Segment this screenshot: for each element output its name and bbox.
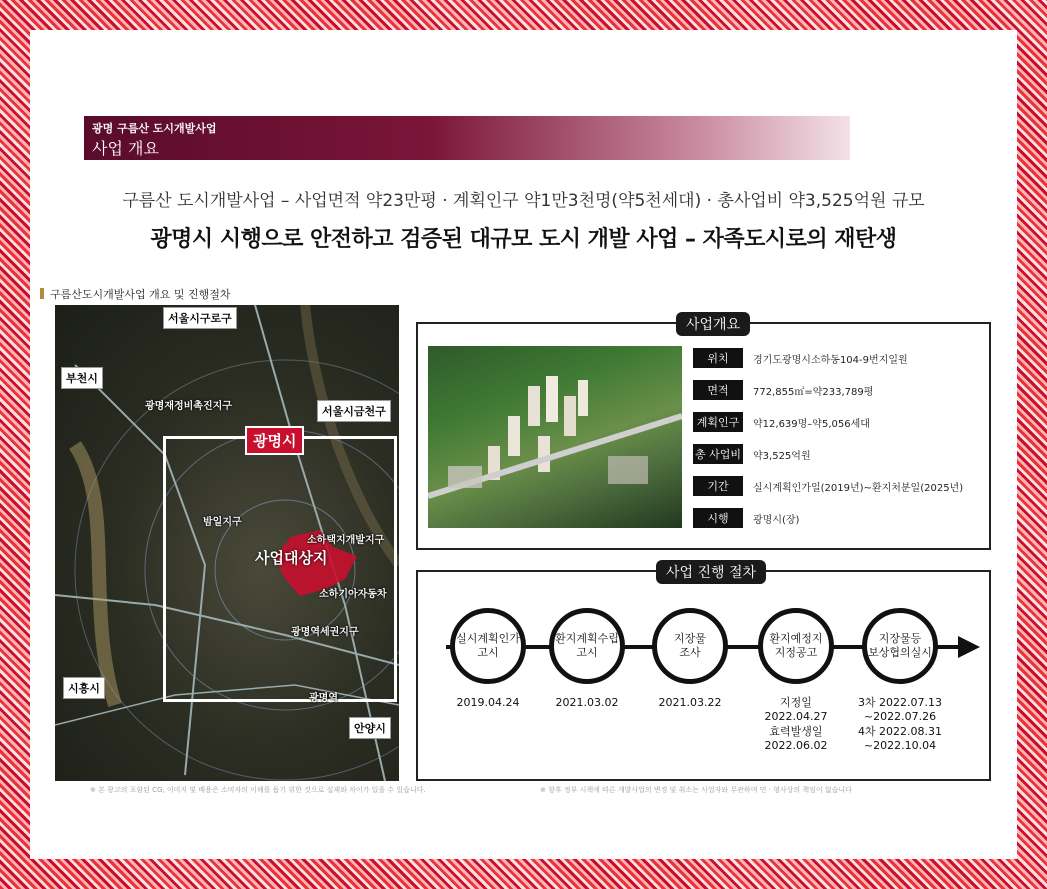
district-label: 광명역	[309, 693, 338, 704]
headline: 광명시 시행으로 안전하고 검증된 대규모 도시 개발 사업 – 자족도시로의 재탄생	[150, 227, 897, 252]
step-label: 환지계획수립	[555, 632, 619, 646]
step-date: 2019.04.24	[456, 696, 520, 709]
info-value: 광명시(장)	[753, 514, 800, 526]
region-label: 시흥시	[63, 677, 105, 699]
info-key: 계획인구	[693, 412, 743, 432]
process-title: 사업 진행 절차	[656, 560, 766, 584]
region-label: 서울시구로구	[163, 307, 237, 329]
step-date: 2021.03.22	[658, 696, 722, 709]
step-circle	[758, 608, 834, 684]
info-value: 772,855㎡=약233,789평	[753, 386, 874, 398]
arrow-right-icon	[958, 636, 980, 658]
district-label: 소하택지개발지구	[307, 535, 385, 546]
header-banner	[84, 116, 850, 160]
step-label: 고시	[477, 646, 499, 659]
step-circle	[549, 608, 625, 684]
aerial-rendering	[428, 346, 682, 528]
footnote-right: ※ 향후 정부 시책에 따른 개발사업의 변경 및 취소는 사업자와 무관하며 민 · 형사상의 책임이 없습니다	[540, 786, 852, 794]
step-circle	[652, 608, 728, 684]
step-label: 지장물등	[878, 632, 922, 646]
section-label-text: 구름산도시개발사업 개요 및 진행절차	[50, 288, 231, 301]
step-circle	[862, 608, 938, 684]
step-date: 2021.03.02	[555, 696, 619, 709]
info-row-cost	[693, 444, 811, 464]
step-label: 실시계획인가	[456, 632, 520, 646]
section-label	[40, 286, 231, 302]
info-key: 기간	[693, 476, 743, 496]
district-label: 광명재정비촉진지구	[145, 401, 232, 412]
district-label: 소하기아자동차	[319, 589, 387, 600]
step-date: 3차 2022.07.13 ~2022.07.26 4차 2022.08.31 ~2022.10.04	[857, 696, 943, 752]
info-key: 면적	[693, 380, 743, 400]
banner-title: 사업 개요	[92, 139, 159, 158]
info-key: 총 사업비	[693, 444, 743, 464]
step-label: 조사	[679, 646, 701, 659]
info-key: 시행	[693, 508, 743, 528]
region-label: 안양시	[349, 717, 391, 739]
info-key: 위치	[693, 348, 743, 368]
overview-box	[416, 317, 991, 550]
step-label: 환지예정지	[769, 632, 823, 646]
step-label: 고시	[576, 646, 598, 659]
info-value: 약3,525억원	[753, 450, 811, 462]
info-row-period	[693, 476, 963, 496]
info-row-operator	[693, 508, 799, 528]
district-label: 밤일지구	[203, 517, 242, 528]
region-label: 서울시금천구	[317, 400, 391, 422]
info-row-area	[693, 380, 873, 400]
bullet-icon	[40, 288, 44, 299]
summary-line: 구름산 도시개발사업 – 사업면적 약23만평 · 계획인구 약1만3천명(약5천세대) · 총사업비 약3,525억원 규모	[122, 191, 925, 211]
banner-subtitle: 광명 구름산 도시개발사업	[92, 122, 217, 135]
step-circle	[450, 608, 526, 684]
info-value: 실시계획인가일(2019년)~환지처분일(2025년)	[753, 482, 964, 494]
step-date: 지정일 2022.04.27 효력발생일 2022.06.02	[764, 696, 828, 752]
info-value: 경기도광명시소하동104-9번지일원	[753, 354, 908, 366]
info-row-population	[693, 412, 870, 432]
step-label: 지정공고	[774, 646, 818, 659]
location-map	[55, 305, 399, 781]
district-label: 광명역세권지구	[291, 627, 359, 638]
region-label: 부천시	[61, 367, 103, 389]
focus-frame	[163, 436, 397, 702]
overview-title: 사업개요	[676, 312, 750, 336]
target-label: 사업대상지	[255, 549, 328, 567]
step-label: 지장물	[674, 632, 706, 646]
footnote-left: ※ 본 광고의 포함된 CG, 이미지 및 배용은 소비자의 이해를 돕기 위한 것으로 실제와 차이가 있을 수 있습니다.	[90, 786, 426, 794]
step-label: 보상협의실시	[868, 646, 932, 659]
city-badge: 광명시	[245, 426, 304, 455]
info-value: 약12,639명–약5,056세대	[753, 418, 870, 430]
info-row-location	[693, 348, 908, 368]
process-box	[416, 565, 991, 781]
